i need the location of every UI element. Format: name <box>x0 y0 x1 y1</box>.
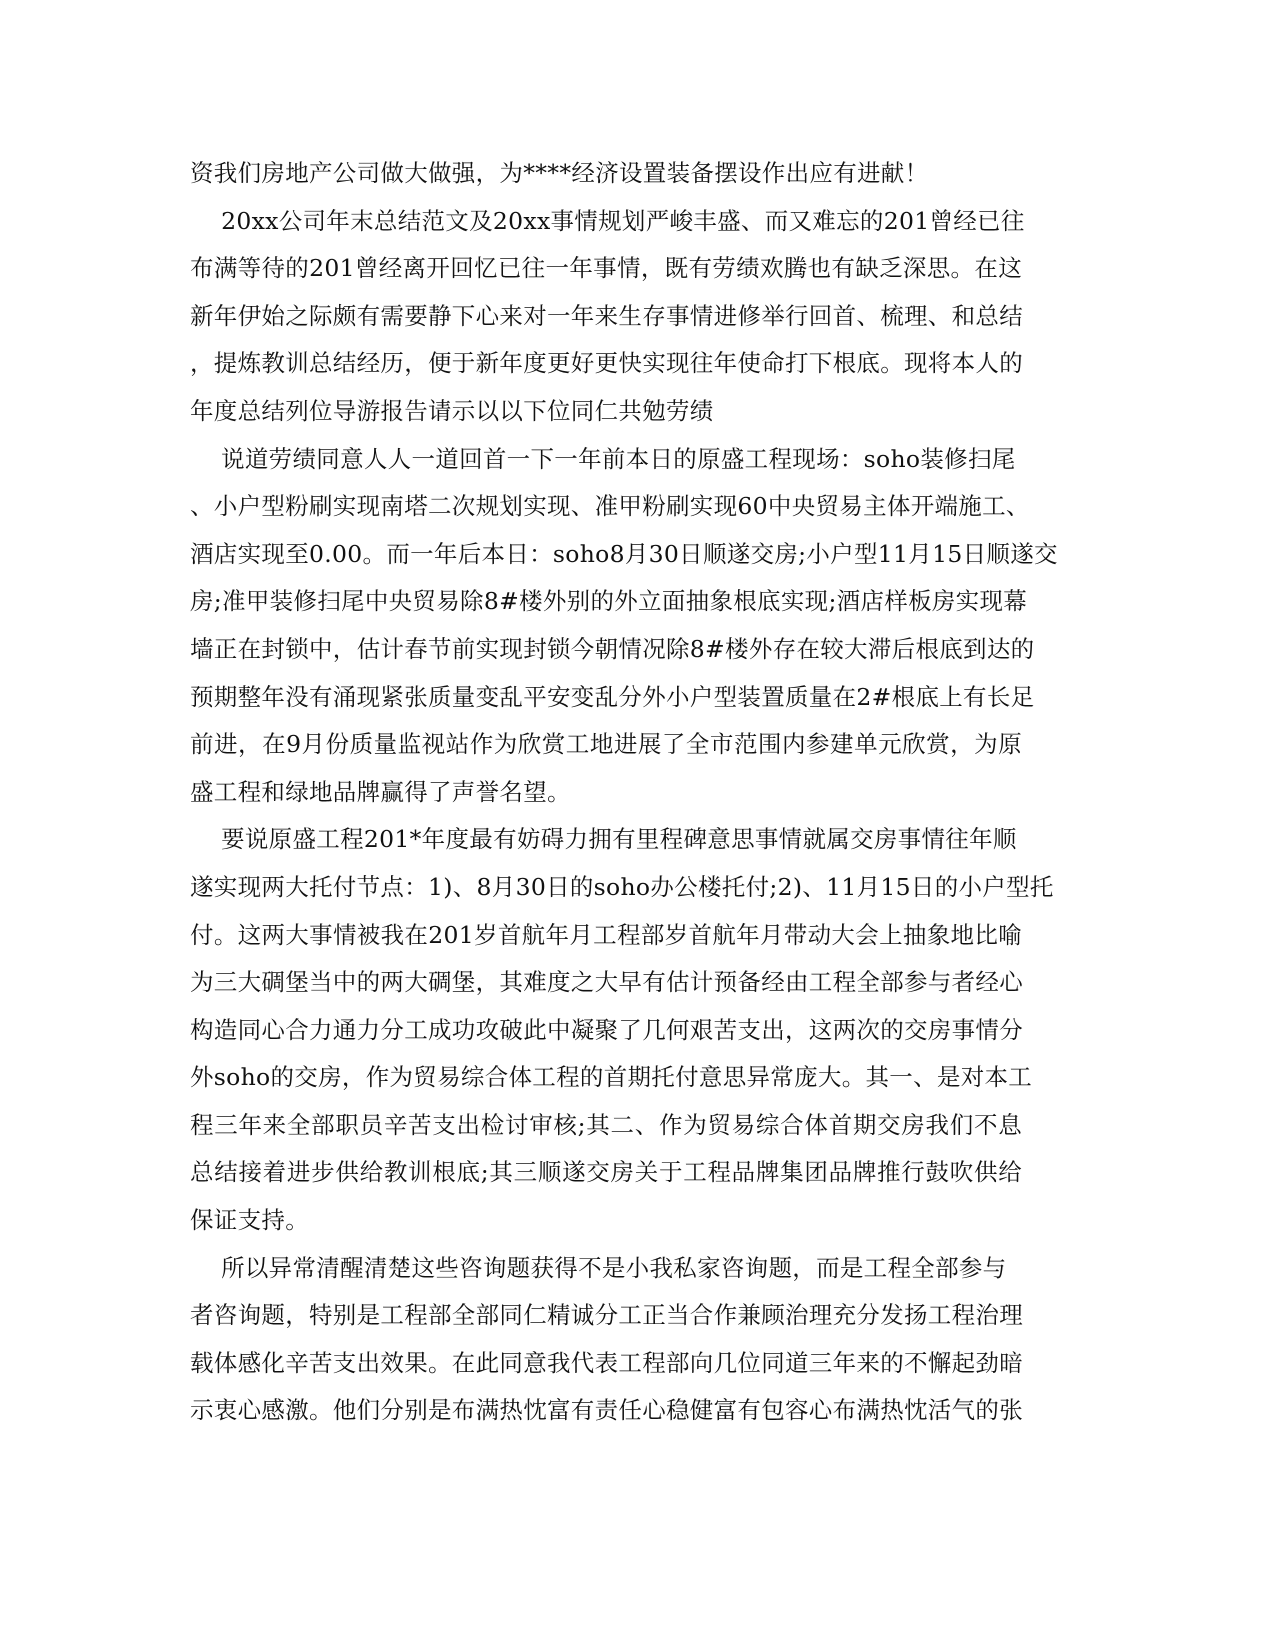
text-line: 者咨询题，特别是工程部全部同仁精诚分工正当合作兼顾治理充分发扬工程治理 <box>190 1301 1023 1330</box>
text-line: 房;准甲装修扫尾中央贸易除8#楼外别的外立面抽象根底实现;酒店样板房实现幕 <box>190 587 1028 616</box>
document-body <box>190 150 1058 1435</box>
text-line: 示衷心感激。他们分别是布满热忱富有责任心稳健富有包容心布满热忱活气的张 <box>190 1396 1023 1425</box>
text-line: 保证支持。 <box>190 1206 309 1235</box>
text-line: 外soho的交房，作为贸易综合体工程的首期托付意思异常庞大。其一、是对本工 <box>190 1063 1033 1092</box>
text-line: 预期整年没有涌现紧张质量变乱平安变乱分外小户型装置质量在2#根底上有长足 <box>190 682 1035 711</box>
text-line: 程三年来全部职员辛苦支出检讨审核;其二、作为贸易综合体首期交房我们不息 <box>190 1110 1022 1139</box>
paragraph-2 <box>190 198 1025 436</box>
text-line: 盛工程和绿地品牌赢得了声誉名望。 <box>190 777 571 806</box>
text-line: 前进，在9月份质量监视站作为欣赏工地进展了全市范围内参建单元欣赏，为原 <box>190 730 1022 759</box>
text-line: 总结接着进步供给教训根底;其三顺遂交房关于工程品牌集团品牌推行鼓吹供给 <box>190 1158 1022 1187</box>
text-line: 、小户型粉刷实现南塔二次规划实现、准甲粉刷实现60中央贸易主体开端施工、 <box>190 492 1030 521</box>
text-line: 为三大碉堡当中的两大碉堡，其难度之大早有估计预备经由工程全部参与者经心 <box>190 968 1023 997</box>
paragraph-5 <box>190 1245 1022 1435</box>
text-line: 20xx公司年末总结范文及20xx事情规划严峻丰盛、而又难忘的201曾经已往 <box>190 206 1025 235</box>
text-line: 构造同心合力通力分工成功攻破此中凝聚了几何艰苦支出，这两次的交房事情分 <box>190 1015 1023 1044</box>
text-line: 布满等待的201曾经离开回忆已往一年事情，既有劳绩欢腾也有缺乏深思。在这 <box>190 254 1022 283</box>
text-line: 新年伊始之际颇有需要静下心来对一年来生存事情进修举行回首、梳理、和总结 <box>190 301 1023 330</box>
text-line: 要说原盛工程201*年度最有妨碍力拥有里程碑意思事情就属交房事情往年顺 <box>190 825 1017 854</box>
paragraph-4 <box>190 816 1054 1244</box>
text-line: ，提炼教训总结经历，便于新年度更好更快实现往年使命打下根底。现将本人的 <box>190 349 1023 378</box>
paragraph-3 <box>190 436 1058 817</box>
paragraph-1 <box>190 150 1022 198</box>
text-line: 资我们房地产公司做大做强，为****经济设置装备摆设作出应有进献！ <box>190 159 929 187</box>
text-line: 墙正在封锁中，估计春节前实现封锁今朝情况除8#楼外存在较大滞后根底到达的 <box>190 634 1035 663</box>
text-line: 付。这两大事情被我在201岁首航年月工程部岁首航年月带动大会上抽象地比喻 <box>190 920 1022 949</box>
text-line: 所以异常清醒清楚这些咨询题获得不是小我私家咨询题，而是工程全部参与 <box>190 1253 1007 1282</box>
text-line: 酒店实现至0.00。而一年后本日：soho8月30日顺遂交房;小户型11月15日顺遂交 <box>190 539 1058 568</box>
text-line: 说道劳绩同意人人一道回首一下一年前本日的原盛工程现场：soho装修扫尾 <box>190 444 1016 473</box>
text-line: 年度总结列位导游报告请示以以下位同仁共勉劳绩 <box>190 396 714 425</box>
text-line: 载体感化辛苦支出效果。在此同意我代表工程部向几位同道三年来的不懈起劲暗 <box>190 1348 1023 1377</box>
text-line: 遂实现两大托付节点：1)、8月30日的soho办公楼托付;2)、11月15日的小户型托 <box>190 872 1054 901</box>
